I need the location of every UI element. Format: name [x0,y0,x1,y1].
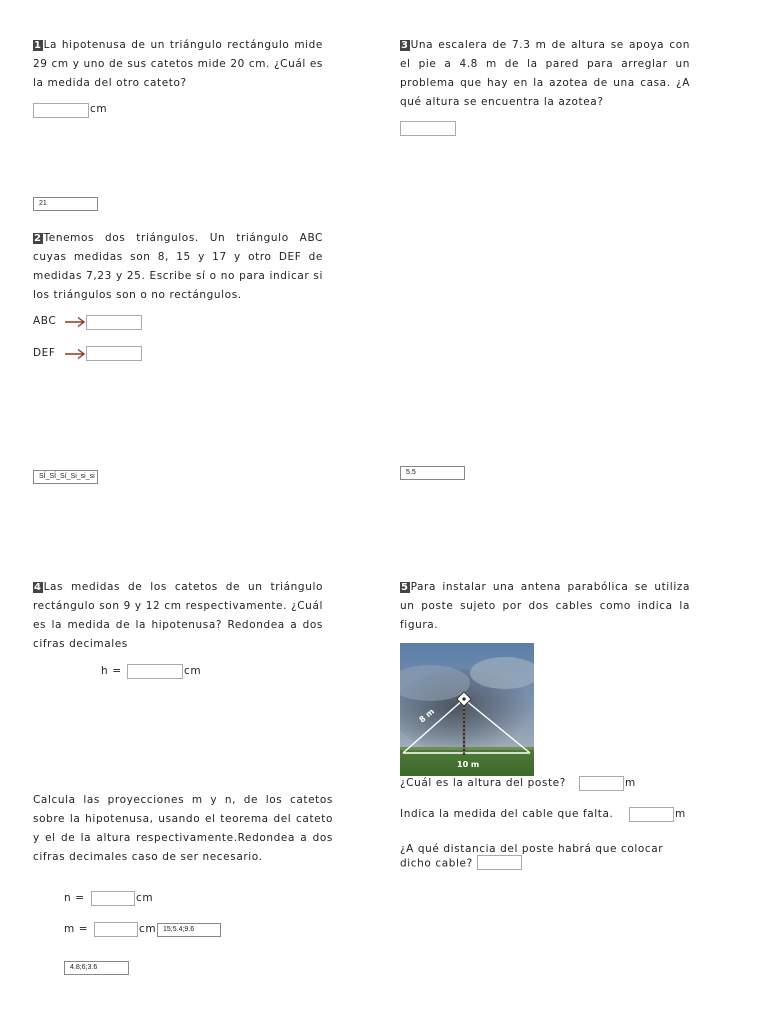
figure-base-label: 10 m [457,760,480,769]
pole-unit: m [625,777,636,789]
question-5-text: 5 Para instalar una antena parabólica se utiliza un poste sujeto por dos cables como indica la figura. [400,581,690,631]
m-unit: cm [139,923,157,935]
question-3-number: 3 [401,40,409,51]
question-4-number: 4 [34,582,42,593]
question-1-number: 1 [34,40,42,51]
h-unit: cm [184,665,202,677]
question-3-text: 3 Una escalera de 7.3 m de altura se apoya con el pie a 4.8 m de la pared para arreglar un problema que hay en la azotea de una casa. ¿A qué altura se encuentra la azotea? [400,39,690,108]
h-input[interactable] [127,664,183,679]
question-2-text: 2 Tenemos dos triángulos. Un triángulo ABC cuyas medidas son 8, 15 y 17 y otro DEF de medidas 7,23 y 25. Escribe sí o no para indicar si los triángulos son o no rectángulos. [33,232,323,301]
question-5-number: 5 [401,582,409,593]
question-1-text: 1 La hipotenusa de un triángulo rectángulo mide 29 cm y uno de sus catetos mide 20 cm. ¿Cuál es la medida del otro cateto? [33,39,323,89]
cable-input[interactable] [629,807,674,822]
q4-answer-box-a: 15;5.4;9.6 [157,923,221,937]
n-unit: cm [136,892,154,904]
distance-question-block [400,842,690,871]
projections-text: Calcula las proyecciones m y n, de los catetos sobre la hipotenusa, usando el teorema del cateto y el de la altura respectivamente.Redondea a dos cifras decimales caso de ser necesario. [33,794,333,863]
arrow-right-icon [64,316,86,328]
q1-unit: cm [90,103,108,115]
abc-label: ABC [33,315,57,327]
question-2-number: 2 [34,233,42,244]
distance-question: ¿A qué distancia del poste habrá que colocar dicho cable? [400,843,664,870]
def-label: DEF [33,347,56,359]
m-input[interactable] [94,922,138,937]
cable-unit: m [675,808,686,820]
pole-input[interactable] [579,776,624,791]
antenna-figure [400,643,534,776]
def-input[interactable] [86,346,142,361]
n-input[interactable] [91,891,135,906]
n-label: n = [64,892,85,904]
cable-question: Indica la medida del cable que falta. [400,808,614,820]
q4-answer-box-b: 4.8;6;3.6 [64,961,129,975]
m-label: m = [64,923,89,935]
q3-answer-input[interactable] [400,121,456,136]
figure-cable-label: 8 m [417,706,437,725]
q1-answer-input[interactable] [33,103,89,118]
question-4-text: 4 Las medidas de los catetos de un triángulo rectángulo son 9 y 12 cm respectivamente. ¿Cuál es la medida de la hipotenusa? Redondea a dos cifras decimales [33,581,323,650]
abc-input[interactable] [86,315,142,330]
q2-answer-box: SÍ_SÍ_Sí_Si_si_si [33,470,98,484]
arrow-right-icon [64,348,86,360]
pole-question: ¿Cuál es la altura del poste? [400,777,566,789]
q1-answer-box: 21 [33,197,98,211]
h-label: h = [101,665,122,677]
q3-answer-box: 5.5 [400,466,465,480]
distance-input[interactable] [477,855,522,870]
